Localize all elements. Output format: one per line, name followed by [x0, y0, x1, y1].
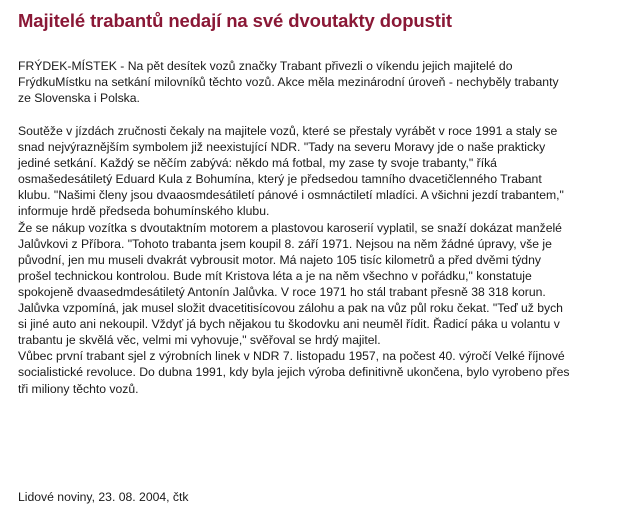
article-source: Lidové noviny, 23. 08. 2004, čtk — [18, 490, 189, 504]
body-line: osmašedesátiletý Eduard Kula z Bohumína, který je předsedou tamního dvacetičlenného Trabant — [18, 172, 542, 187]
body-paragraph — [18, 123, 608, 397]
body-line: klubu. "Našimi členy jsou dvaaosmdesátiletí pánové i osmnáctiletí mladíci. A všichni jezdí trabantem," — [18, 188, 564, 203]
body-line: si jiné auto ani nekoupil. Vždyť já bych nějakou tu škodovku ani neuměl řídit. Řadicí páka u volantu v — [18, 317, 560, 332]
body-line: prošel technickou kontrolou. Bude mít Kristova léta a je na něm všechno v pořádku," konstatuje — [18, 268, 532, 283]
article-lead — [18, 58, 608, 106]
lead-line: FRÝDEK-MÍSTEK - Na pět desítek vozů značky Trabant přivezli o víkendu jejich majitelé do — [18, 59, 513, 73]
body-line: informuje hrdě předseda bohumínského klubu. — [18, 204, 270, 219]
body-line: Že se nákup vozítka s dvoutaktním motorem a plastovou karoserií vyplatil, se snaží dokázat manželé — [18, 220, 562, 235]
lead-line: FrýdkuMístku na setkání milovníků těchto vozů. Akce měla mezinárodní úroveň - nechyběly trabanty — [18, 75, 559, 90]
body-line: Jalůvka vzpomíná, jak musel složit dvacetitisícovou zálohu a pak na vůz půl roku čekat. "Teď už bych — [18, 301, 563, 316]
body-line: spokojeně dvaasedmdesátiletý Antonín Jalůvka. V roce 1971 ho stál trabant přesně 38 318 korun. — [18, 284, 546, 299]
article-title: Majitelé trabantů nedají na své dvoutakty dopustit — [18, 10, 452, 31]
body-line: trabantu je skvělá věc, velmi mi vyhovuje," svěřoval se hrdý majitel. — [18, 333, 381, 348]
lead-line: ze Slovenska i Polska. — [18, 91, 140, 106]
body-line: Soutěže v jízdách zručnosti čekaly na majitele vozů, které se přestaly vyrábět v roce 1991 a staly se — [18, 124, 558, 138]
body-line: jediné setkání. Každý se něčím zabývá: někdo má fotbal, my zase ty svoje trabanty," říká — [18, 156, 497, 171]
body-line: původní, jen mu museli dvakrát vybrousit motor. Má najeto 105 tisíc kilometrů a před dvěmi týdny — [18, 252, 541, 267]
body-line: socialistické revoluce. Do dubna 1991, kdy byla jejich výroba definitivně ukončena, bylo vyrobeno přes — [18, 365, 570, 380]
body-line: Jalůvkovi z Příbora. "Tohoto trabanta jsem koupil 8. září 1971. Nejsou na něm žádné úpravy, vše je — [18, 236, 552, 251]
lead-paragraph — [18, 58, 608, 106]
article-body — [18, 123, 608, 397]
body-line: tři miliony těchto vozů. — [18, 381, 139, 396]
body-line: Vůbec první trabant sjel z výrobních linek v NDR 7. listopadu 1957, na počest 40. výročí Velké říjnové — [18, 349, 565, 364]
body-line: snad nejvýraznějším symbolem již neexistující NDR. "Tady na severu Moravy jde o naše prakticky — [18, 140, 546, 155]
